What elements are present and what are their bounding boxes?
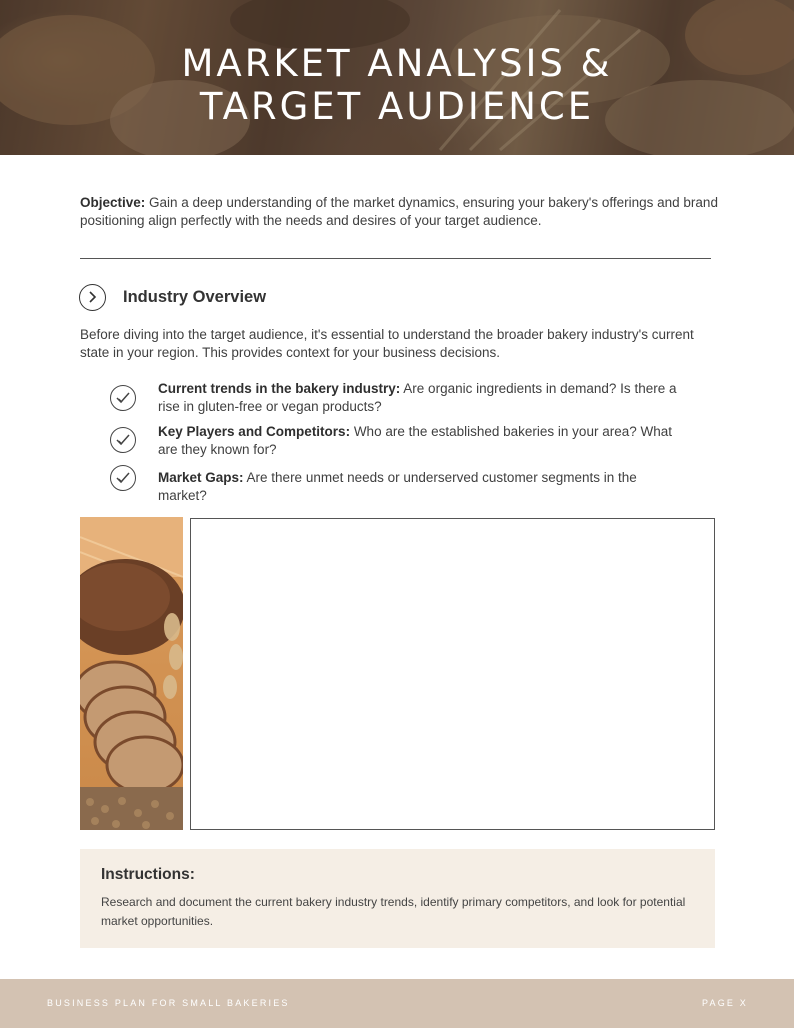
page-title-line-1: MARKET ANALYSIS & (181, 42, 613, 85)
page-title-line-2: TARGET AUDIENCE (199, 85, 595, 128)
check-circle-icon (110, 465, 136, 491)
section-title: Industry Overview (123, 288, 267, 306)
chevron-right-icon (79, 284, 106, 311)
instructions-heading: Instructions: (101, 866, 195, 883)
bullet-text (158, 469, 678, 505)
check-circle-icon (110, 427, 136, 453)
objective-text: Gain a deep understanding of the market dynamics, ensuring your bakery's offerings and brand positioning align perfectly with the needs and desires of your target audience. (80, 195, 718, 228)
bullet-body: Are there unmet needs or underserved customer segments in the market? (158, 470, 637, 503)
instructions-body: Research and document the current bakery industry trends, identify primary competitors, and look for potential market opportunities. (101, 895, 686, 928)
footer-page-number: PAGE X (701, 998, 748, 1008)
bullet-label: Current trends in the bakery industry: (158, 381, 401, 396)
section-intro: Before diving into the target audience, it's essential to understand the broader bakery industry's current state in your region. This provides context for your business decisions. (80, 327, 694, 360)
header-banner (0, 0, 794, 155)
check-circle-icon (110, 385, 136, 411)
bullet-label: Key Players and Competitors: (158, 424, 351, 439)
bullet-text (158, 380, 678, 416)
page-title (0, 42, 794, 128)
bullet-body: Who are the established bakeries in your area? What are they known for? (158, 424, 672, 457)
bullet-text (158, 423, 678, 459)
bread-photo (80, 517, 183, 830)
notes-box[interactable] (190, 518, 715, 830)
bullet-label: Market Gaps: (158, 470, 244, 485)
instructions-panel (80, 849, 715, 948)
objective-paragraph (80, 194, 720, 230)
footer-document-title: BUSINESS PLAN FOR SMALL BAKERIES (47, 998, 290, 1008)
objective-label: Objective: (80, 195, 146, 210)
divider (80, 258, 711, 259)
footer (0, 979, 794, 1028)
bullet-body: Are organic ingredients in demand? Is there a rise in gluten-free or vegan products? (158, 381, 677, 414)
